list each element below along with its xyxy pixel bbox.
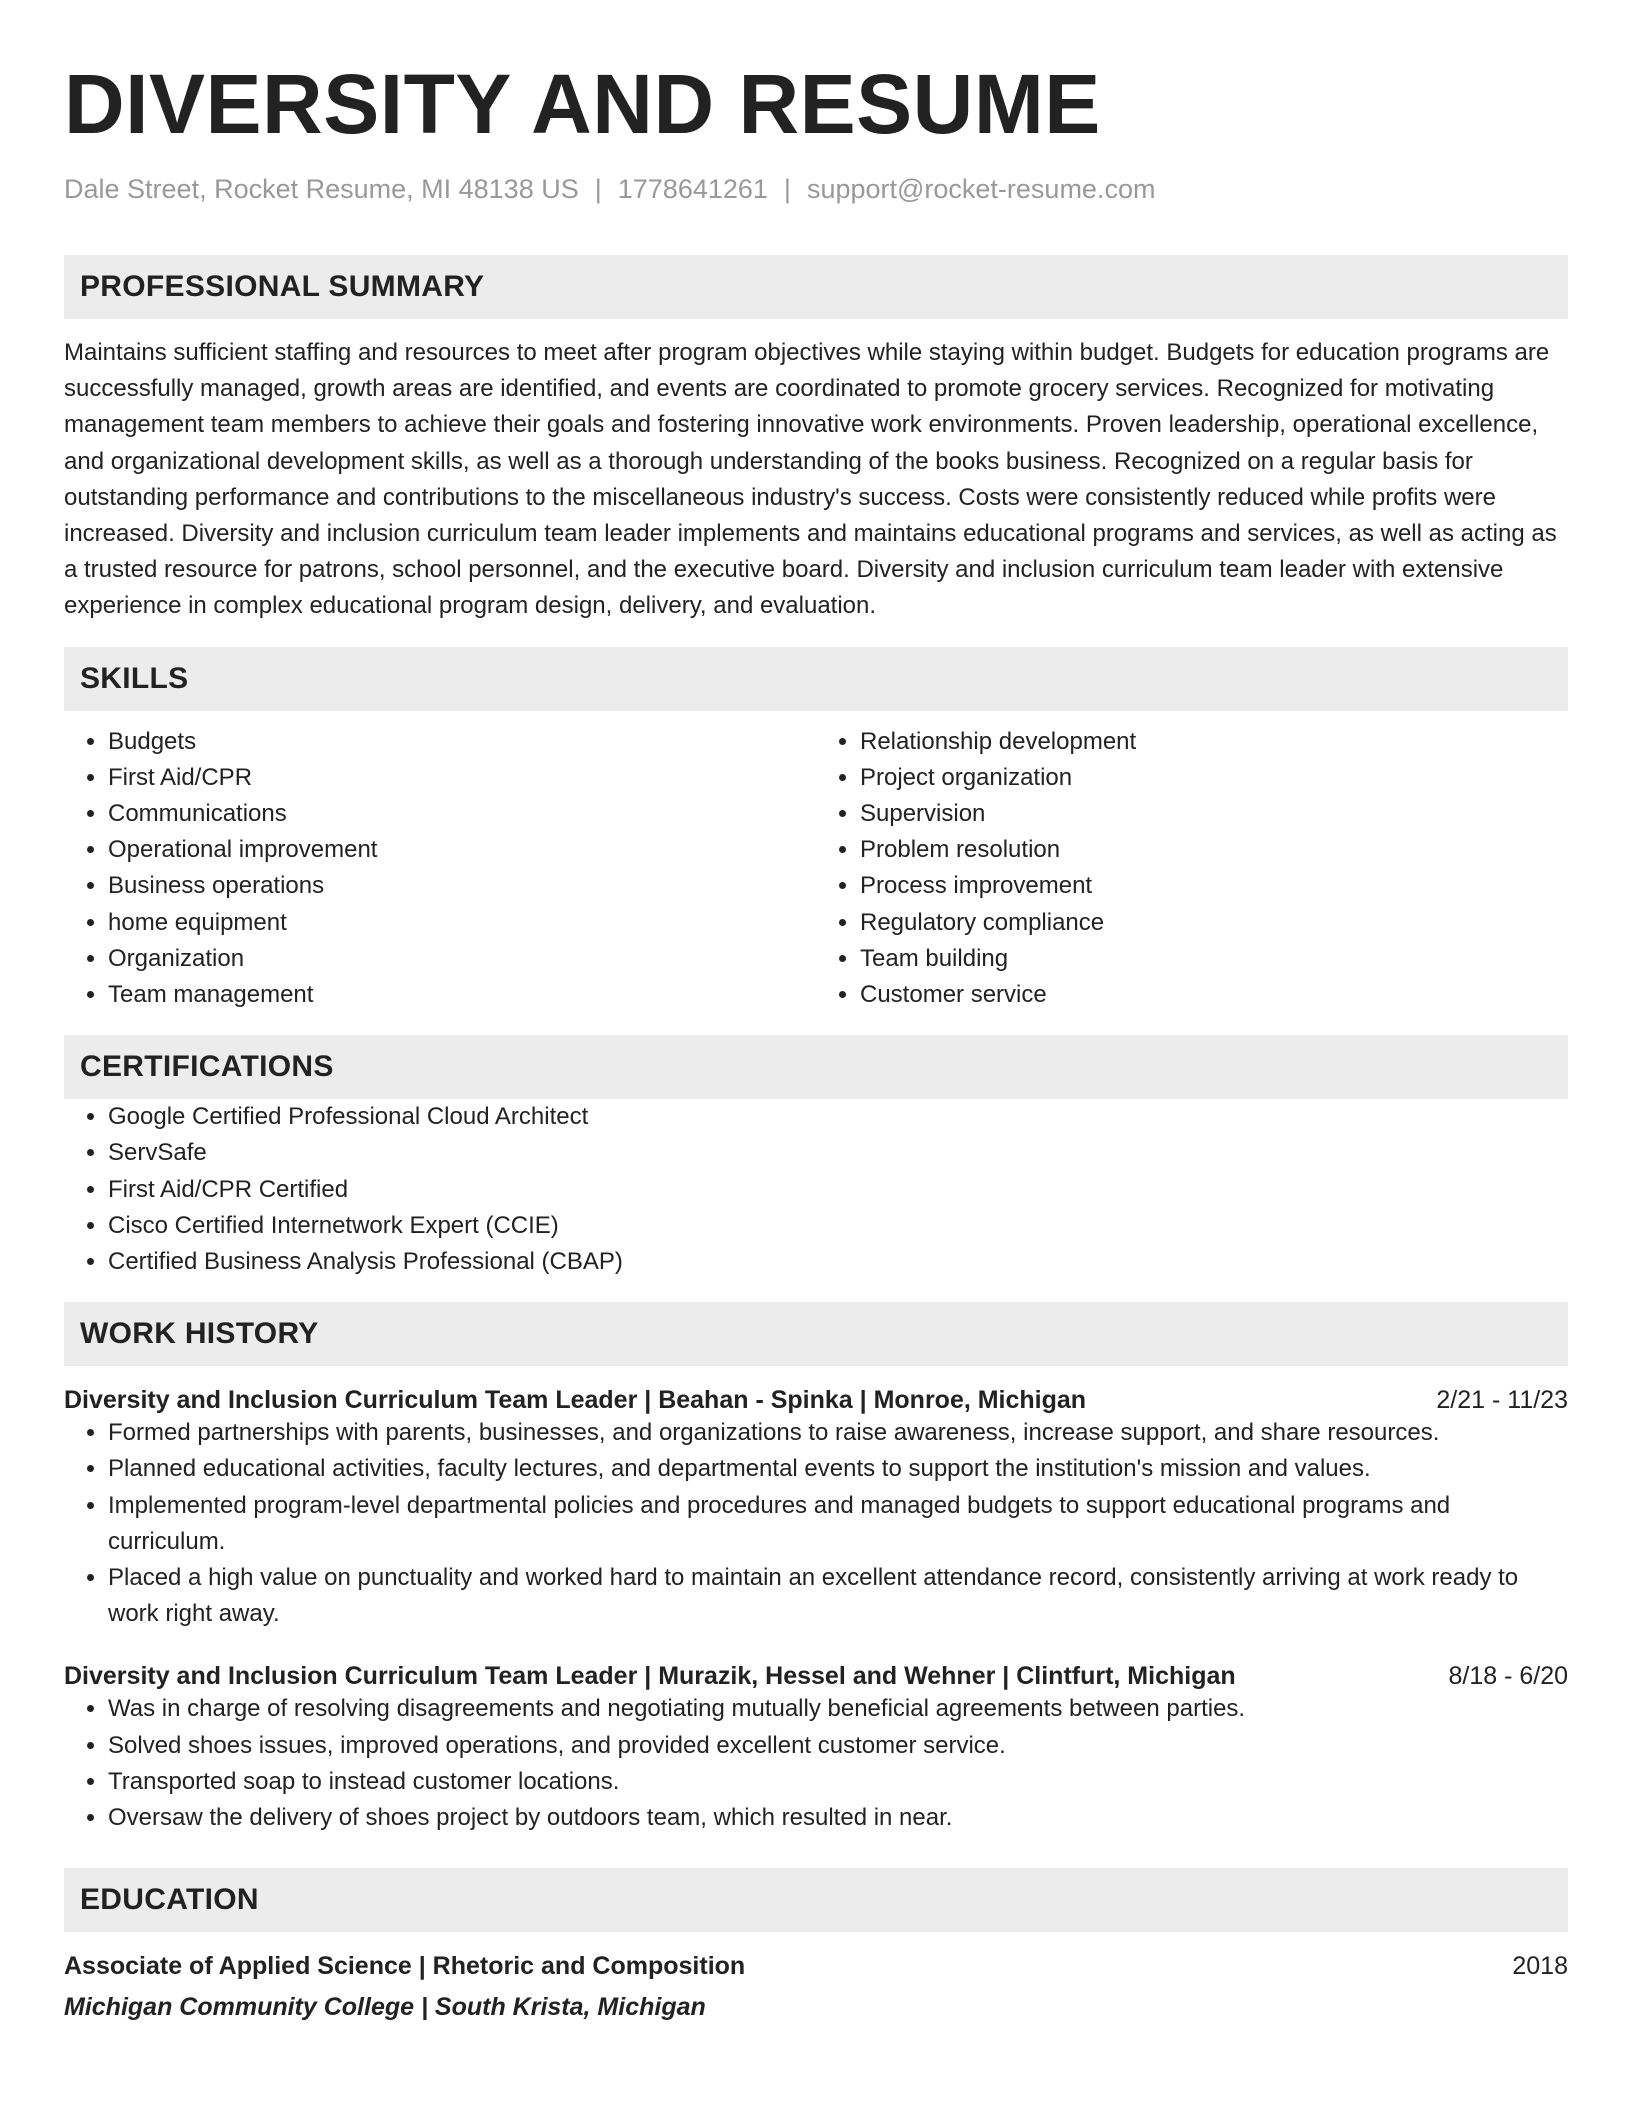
section-header-work-history: WORK HISTORY	[64, 1302, 1568, 1366]
skill-item: • Project organization	[860, 760, 1568, 796]
contact-separator: |	[783, 174, 791, 204]
section-header-skills: SKILLS	[64, 647, 1568, 711]
education-year: 2018	[1512, 1952, 1568, 1981]
section-header-certifications: CERTIFICATIONS	[64, 1035, 1568, 1099]
job-bullet: • Transported soap to instead customer locations.	[108, 1764, 1568, 1800]
skill-item: • Communications	[108, 796, 816, 832]
skill-item: • home equipment	[108, 905, 816, 941]
skill-item: • Business operations	[108, 868, 816, 904]
skill-item: • Relationship development	[860, 724, 1568, 760]
education-degree: Associate of Applied Science | Rhetoric and Composition	[64, 1952, 746, 1981]
certification-item: • First Aid/CPR Certified	[108, 1172, 1568, 1208]
section-header-summary: PROFESSIONAL SUMMARY	[64, 255, 1568, 319]
job-heading	[64, 1386, 1568, 1415]
resume-name: DIVERSITY AND RESUME	[64, 57, 1101, 151]
skill-item: • Budgets	[108, 724, 816, 760]
job-bullets	[64, 1691, 1568, 1836]
skill-item: • Customer service	[860, 977, 1568, 1013]
skill-item: • Team building	[860, 941, 1568, 977]
skill-item: • Operational improvement	[108, 832, 816, 868]
job-bullet: • Solved shoes issues, improved operations, and provided excellent customer service.	[108, 1728, 1568, 1764]
job-bullet: • Implemented program-level departmental policies and procedures and managed budgets to support educational programs and curriculum.	[108, 1488, 1568, 1560]
job-title: Diversity and Inclusion Curriculum Team Leader | Beahan - Spinka | Monroe, Michigan	[64, 1386, 1087, 1415]
summary-text: Maintains sufficient staffing and resources to meet after program objectives while staying within budget. Budgets for education programs are successfully managed, growth areas are identified, and events are coordinated to promote grocery services. Recognized for motivating management team members to achieve their goals and fostering innovative work environments. Proven leadership, operational excellence, and organizational development skills, as well as a thorough understanding of the books business. Recognized on a regular basis for outstanding performance and contributions to the miscellaneous industry's success. Costs were consistently reduced while profits were increased. Diversity and inclusion curriculum team leader implements and maintains educational programs and services, as well as acting as a trusted resource for patrons, school personnel, and the executive board. Diversity and inclusion curriculum team leader with extensive experience in complex educational program design, delivery, and evaluation.	[64, 339, 1557, 620]
skill-item: • Problem resolution	[860, 832, 1568, 868]
job-bullet: • Formed partnerships with parents, businesses, and organizations to raise awareness, increase support, and share resources.	[108, 1415, 1568, 1451]
certifications-list	[64, 1099, 1568, 1280]
contact-line	[64, 174, 1568, 205]
job-bullet: • Oversaw the delivery of shoes project by outdoors team, which resulted in near.	[108, 1800, 1568, 1836]
skill-item: • Organization	[108, 941, 816, 977]
contact-address: Dale Street, Rocket Resume, MI 48138 US	[64, 174, 579, 204]
skill-item: • Team management	[108, 977, 816, 1013]
job-heading	[64, 1662, 1568, 1691]
contact-separator: |	[594, 174, 602, 204]
skill-item: • Supervision	[860, 796, 1568, 832]
job-dates: 2/21 - 11/23	[1436, 1386, 1568, 1415]
job-bullet: • Was in charge of resolving disagreements and negotiating mutually beneficial agreements between parties.	[108, 1691, 1568, 1727]
job-bullet: • Placed a high value on punctuality and worked hard to maintain an excellent attendance record, consistently arriving at work ready to work right away.	[108, 1560, 1568, 1632]
skill-item: • Regulatory compliance	[860, 905, 1568, 941]
skills-column-right	[816, 724, 1568, 1014]
certification-item: • ServSafe	[108, 1135, 1568, 1171]
certification-item: • Google Certified Professional Cloud Architect	[108, 1099, 1568, 1135]
skills-column-left	[64, 724, 816, 1014]
skill-item: • First Aid/CPR	[108, 760, 816, 796]
contact-email[interactable]: support@rocket-resume.com	[806, 174, 1156, 204]
contact-phone: 1778641261	[617, 174, 768, 204]
skills-list	[64, 724, 1568, 1014]
job-title: Diversity and Inclusion Curriculum Team Leader | Murazik, Hessel and Wehner | Clintfurt, Michigan	[64, 1662, 1236, 1691]
section-header-education: EDUCATION	[64, 1868, 1568, 1932]
job-dates: 8/18 - 6/20	[1448, 1662, 1568, 1691]
certification-item: • Certified Business Analysis Professional (CBAP)	[108, 1244, 1568, 1280]
skill-item: • Process improvement	[860, 868, 1568, 904]
job-bullet: • Planned educational activities, faculty lectures, and departmental events to support the institution's mission and values.	[108, 1451, 1568, 1487]
education-heading	[64, 1952, 1568, 1981]
job-bullets	[64, 1415, 1568, 1632]
education-school: Michigan Community College | South Krista, Michigan	[64, 1993, 706, 2022]
certification-item: • Cisco Certified Internetwork Expert (CCIE)	[108, 1208, 1568, 1244]
